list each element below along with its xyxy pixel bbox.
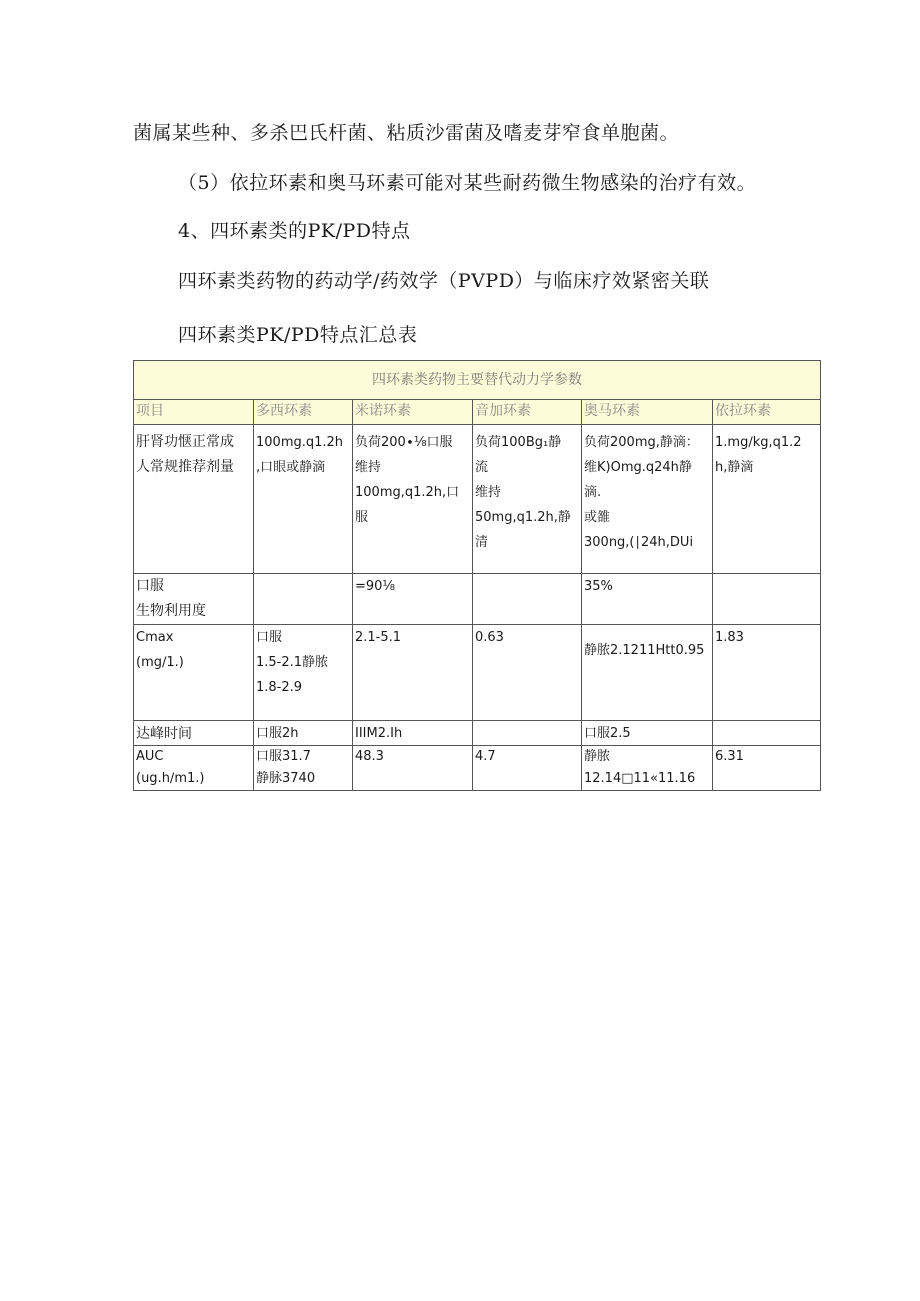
header-eravacycline: 依拉环素 <box>713 400 821 425</box>
cell-dose-doxycycline: 100mg.q1.2h ,口眼或静滴 <box>254 425 353 574</box>
table-row-bioavailability <box>134 574 821 625</box>
paragraph-bacteria-list: 菌属某些种、多杀巴氏杆菌、粘质沙雷菌及嗜麦芽窄食单胞菌。 <box>133 122 680 144</box>
cell-auc-minocycline: 48.3 <box>353 746 473 791</box>
cell-tmax-label: 达峰时间 <box>134 721 254 746</box>
cell-cmax-omadacycline: 静脓2.1211Htt0.95 <box>582 625 713 721</box>
cell-tmax-omadacycline: 口服2.5 <box>582 721 713 746</box>
cell-bioavail-eravacycline <box>713 574 821 625</box>
cell-auc-eravacycline: 6.31 <box>713 746 821 791</box>
table-row-cmax <box>134 625 821 721</box>
paragraph-point-5: （5）依拉环素和奥马环素可能对某些耐药微生物感染的治疗有效。 <box>178 172 757 194</box>
header-minocycline: 米诺环素 <box>353 400 473 425</box>
cell-bioavail-doxycycline <box>254 574 353 625</box>
cell-dose-eravacycline: 1.mg∕kg,q1.2 h,静滴 <box>713 425 821 574</box>
table-header-row <box>134 400 821 425</box>
header-doxycycline: 多西环素 <box>254 400 353 425</box>
cell-cmax-tigecycline: 0.63 <box>473 625 582 721</box>
cell-cmax-doxycycline: 口服 1.5-2.1静脓 1.8-2.9 <box>254 625 353 721</box>
cell-cmax-label: Cmax (mg∕1.) <box>134 625 254 721</box>
pk-parameters-table <box>133 360 821 791</box>
cell-bioavail-tigecycline <box>473 574 582 625</box>
cell-bioavail-omadacycline: 35% <box>582 574 713 625</box>
cell-bioavail-minocycline: =90⅛ <box>353 574 473 625</box>
table-row-tmax <box>134 721 821 746</box>
table-caption: 四环素类PK/PD特点汇总表 <box>178 324 418 346</box>
cell-dose-minocycline: 负荷200∙⅛口服 维持 100mg,q1.2h,口 服 <box>353 425 473 574</box>
table-title: 四环素类药物主要替代动力学参数 <box>134 361 821 400</box>
header-omadacycline: 奥马环素 <box>582 400 713 425</box>
cell-dose-tigecycline: 负荷100Bg₁静 流 维持 50mg,q1.2h,静 清 <box>473 425 582 574</box>
section-heading-pkpd: 4、四环素类的PK/PD特点 <box>178 220 411 242</box>
cell-cmax-minocycline: 2.1-5.1 <box>353 625 473 721</box>
paragraph-pkpd-intro: 四环素类药物的药动学/药效学（PVPD）与临床疗效紧密关联 <box>178 270 710 292</box>
cell-tmax-minocycline: IIIM2.Ih <box>353 721 473 746</box>
header-tigecycline: 音加环素 <box>473 400 582 425</box>
table-row-dose <box>134 425 821 574</box>
cell-tmax-doxycycline: 口服2h <box>254 721 353 746</box>
cell-bioavail-label: 口服 生物利用度 <box>134 574 254 625</box>
cell-dose-label: 肝肾功惬正常成 人常规推荐剂量 <box>134 425 254 574</box>
cell-dose-omadacycline: 负荷200mg,静滴： 维K)Omg.q24h静 滴. 或雒 300ng,(∣24h,DUi <box>582 425 713 574</box>
cell-auc-doxycycline: 口服31.7 静脉3740 <box>254 746 353 791</box>
cell-cmax-eravacycline: 1.83 <box>713 625 821 721</box>
table-title-row <box>134 361 821 400</box>
header-item: 项目 <box>134 400 254 425</box>
table-row-auc <box>134 746 821 791</box>
cell-tmax-eravacycline <box>713 721 821 746</box>
cell-auc-label: AUC (ug.h∕m1.) <box>134 746 254 791</box>
cell-auc-omadacycline: 静脓 12.14□11«11.16 <box>582 746 713 791</box>
cell-tmax-tigecycline <box>473 721 582 746</box>
cell-auc-tigecycline: 4.7 <box>473 746 582 791</box>
